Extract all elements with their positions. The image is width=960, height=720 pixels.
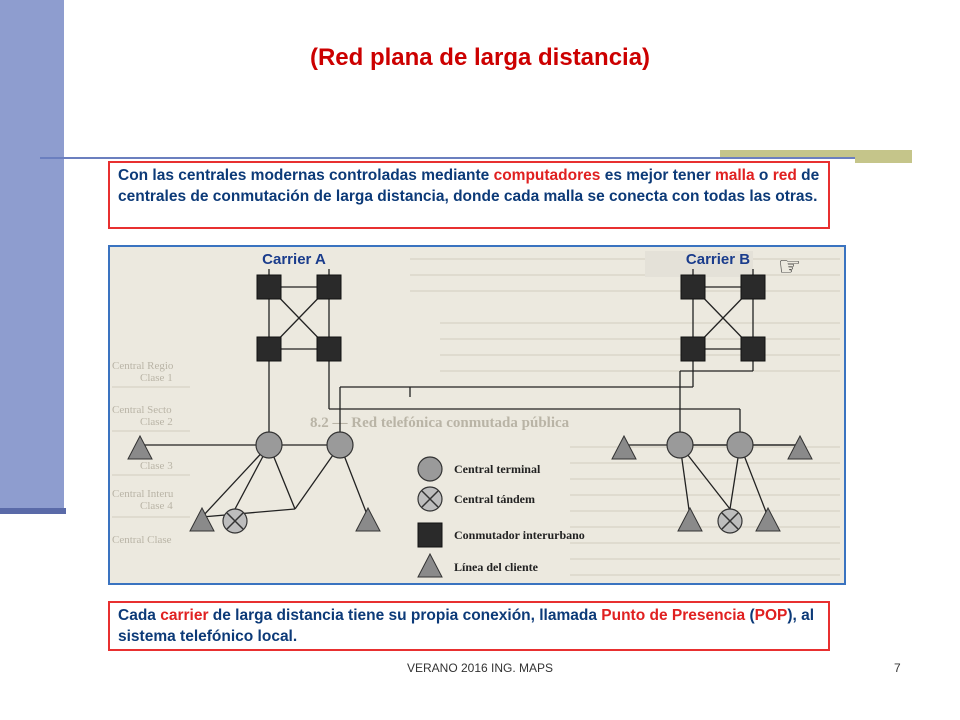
bottom-callout	[108, 601, 830, 651]
bg-label: Central Regio	[112, 360, 174, 372]
sidebar-shadow	[0, 508, 66, 514]
toll-switch	[317, 337, 341, 361]
bg-label: Clase 3	[140, 460, 173, 472]
top-callout	[108, 161, 830, 229]
terminal-office	[667, 432, 693, 458]
customer-line	[190, 508, 214, 531]
network-diagram	[108, 245, 846, 585]
callout-highlight: computadores	[493, 167, 601, 184]
bg-label: Central Secto	[112, 404, 172, 416]
legend-label: Central tándem	[454, 492, 535, 506]
bg-label: Central Interu	[112, 488, 174, 500]
accent-bar-lower	[855, 157, 912, 163]
bg-label: Clase 1	[140, 372, 173, 384]
tandem-office	[223, 509, 247, 533]
callout-highlight: carrier	[160, 607, 209, 624]
carrier-a-label: Carrier A	[262, 251, 326, 268]
legend-terminal-icon	[418, 457, 442, 481]
callout-text: es mejor tener	[600, 167, 715, 184]
customer-line	[356, 508, 380, 531]
legend-customer-icon	[418, 554, 442, 577]
bg-label: Clase 4	[140, 500, 173, 512]
page-number: 7	[894, 661, 901, 675]
toll-switches	[257, 275, 765, 361]
legend-label: Conmutador interurbano	[454, 528, 585, 542]
callout-text: (	[745, 607, 755, 624]
title-divider	[40, 157, 860, 159]
tandem-office	[718, 509, 742, 533]
toll-switch	[257, 275, 281, 299]
terminal-office	[727, 432, 753, 458]
terminal-office	[256, 432, 282, 458]
legend-switch-icon	[418, 523, 442, 547]
legend-label: Central terminal	[454, 462, 541, 476]
legend-tandem-icon	[418, 487, 442, 511]
toll-switch	[257, 337, 281, 361]
connection-lines	[140, 269, 800, 517]
terminal-office	[327, 432, 353, 458]
toll-switch	[681, 275, 705, 299]
hand-pointer-icon: ☞	[778, 252, 802, 281]
toll-switch	[741, 275, 765, 299]
legend-label: Línea del cliente	[454, 560, 538, 574]
callout-text: o	[754, 167, 773, 184]
slide-footer: VERANO 2016 ING. MAPS	[406, 661, 554, 675]
bg-label: Clase 2	[140, 416, 173, 428]
bg-label: Central Clase	[112, 534, 172, 546]
toll-switch	[741, 337, 765, 361]
callout-highlight: malla	[714, 167, 755, 184]
sidebar-bar	[0, 0, 64, 512]
toll-switch	[317, 275, 341, 299]
diagram-canvas	[110, 247, 844, 583]
callout-highlight: POP	[754, 607, 788, 624]
callout-text: Con las centrales modernas controladas mediante	[118, 167, 494, 184]
callout-text: de centrales de conmutación de larga distancia, donde cada malla se conecta con todas las otras.	[118, 167, 820, 205]
callout-text: ), al sistema telefónico local.	[118, 607, 815, 645]
toll-switch	[681, 337, 705, 361]
slide-title: (Red plana de larga distancia)	[309, 44, 651, 71]
callout-text: de larga distancia tiene su propia conexión, llamada	[208, 607, 602, 624]
carrier-b-label: Carrier B	[685, 251, 751, 268]
callout-text: Cada	[118, 607, 161, 624]
callout-highlight: Punto de Presencia	[601, 607, 746, 624]
terminal-offices	[256, 432, 753, 458]
callout-highlight: red	[772, 167, 797, 184]
diagram-legend	[418, 457, 585, 577]
accent-bar	[720, 150, 912, 157]
customer-line	[128, 436, 152, 459]
bg-heading: 8.2 — Red telefónica conmutada pública	[310, 415, 570, 431]
